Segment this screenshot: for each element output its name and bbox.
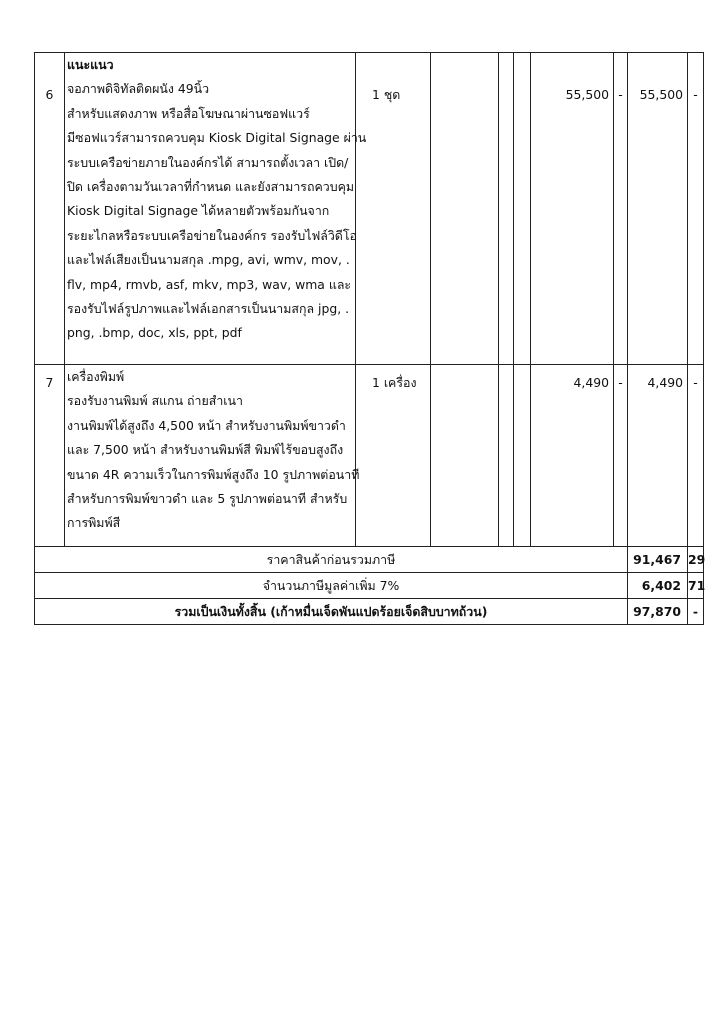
- grand-total-satang: -: [688, 599, 704, 625]
- description-line: สำหรับการพิมพ์ขาวดำ และ 5 รูปภาพต่อนาที สำหรับ: [67, 491, 348, 507]
- unit-price-satang: -: [614, 53, 628, 365]
- item-number: 6: [35, 53, 65, 365]
- unit-price-satang: -: [614, 365, 628, 547]
- grand-total-row: [35, 599, 704, 625]
- description-line: และ 7,500 หน้า สำหรับงานพิมพ์สี พิมพ์ไร้ขอบสูงถึง: [67, 442, 344, 458]
- description-line: สำหรับแสดงภาพ หรือสื่อโฆษณาผ่านซอฟแวร์: [67, 105, 310, 121]
- table-row: [35, 53, 704, 365]
- grand-total-baht: 97,870: [628, 599, 688, 625]
- empty-cell: [431, 53, 499, 365]
- description-line: รองรับไฟล์รูปภาพและไฟล์เอกสารเป็นนามสกุล jpg, .: [67, 301, 350, 317]
- description-line: และไฟล์เสียงเป็นนามสกุล .mpg, avi, wmv, mov, .: [67, 252, 350, 268]
- empty-cell: [499, 53, 514, 365]
- description-line: ระยะไกลหรือระบบเครือข่ายในองค์กร รองรับไฟล์วิดีโอ: [67, 227, 357, 243]
- vat-label: จำนวนภาษีมูลค่าเพิ่ม 7%: [35, 573, 628, 599]
- subtotal-label: ราคาสินค้าก่อนรวมภาษี: [35, 547, 628, 573]
- subtotal-row: [35, 547, 704, 573]
- group-title: แนะแนว: [67, 57, 114, 72]
- description-line: ขนาด 4R ความเร็วในการพิมพ์สูงถึง 10 รูปภาพต่อนาที: [67, 466, 360, 482]
- description-line: Kiosk Digital Signage ได้หลายตัวพร้อมกันจาก: [67, 203, 330, 219]
- subtotal-satang: 29: [688, 547, 704, 573]
- table-row: [35, 365, 704, 547]
- vat-row: [35, 573, 704, 599]
- item-quantity: 1 ชุด: [356, 53, 431, 365]
- vat-baht: 6,402: [628, 573, 688, 599]
- item-number: 7: [35, 365, 65, 547]
- subtotal-baht: 91,467: [628, 547, 688, 573]
- item-quantity: 1 เครื่อง: [356, 365, 431, 547]
- line-total: 4,490: [628, 365, 688, 547]
- item-description: [65, 365, 360, 547]
- description-line: การพิมพ์สี: [67, 515, 121, 531]
- empty-cell: [514, 53, 531, 365]
- description-line: ระบบเครือข่ายภายในองค์กรได้ สามารถตั้งเวลา เปิด/: [67, 154, 349, 170]
- description-line: รองรับงานพิมพ์ สแกน ถ่ายสำเนา: [67, 393, 243, 409]
- description-line: งานพิมพ์ได้สูงถึง 4,500 หน้า สำหรับงานพิมพ์ขาวดำ: [67, 417, 346, 433]
- description-line: มีซอฟแวร์สามารถควบคุม Kiosk Digital Signage ผ่าน: [67, 130, 367, 146]
- line-total-satang: -: [688, 365, 704, 547]
- description-line: ปิด เครื่องตามวันเวลาที่กำหนด และยังสามารถควบคุม: [67, 179, 355, 195]
- unit-price: 4,490: [531, 365, 614, 547]
- empty-cell: [431, 365, 499, 547]
- empty-cell: [499, 365, 514, 547]
- item-description: [65, 53, 367, 365]
- line-total-satang: -: [688, 53, 704, 365]
- description-line: png, .bmp, doc, xls, ppt, pdf: [67, 325, 242, 341]
- vat-satang: 71: [688, 573, 704, 599]
- empty-cell: [514, 365, 531, 547]
- grand-total-label: รวมเป็นเงินทั้งสิ้น (เก้าหมื่นเจ็ดพันแปดร้อยเจ็ดสิบบาทถ้วน): [35, 599, 628, 625]
- line-total: 55,500: [628, 53, 688, 365]
- description-line: เครื่องพิมพ์: [67, 369, 125, 384]
- price-table: [34, 52, 704, 625]
- description-line: จอภาพดิจิทัลติดผนัง 49นิ้ว: [67, 81, 210, 97]
- unit-price: 55,500: [531, 53, 614, 365]
- price-table-sheet: [34, 52, 706, 625]
- description-line: flv, mp4, rmvb, asf, mkv, mp3, wav, wma และ: [67, 276, 352, 292]
